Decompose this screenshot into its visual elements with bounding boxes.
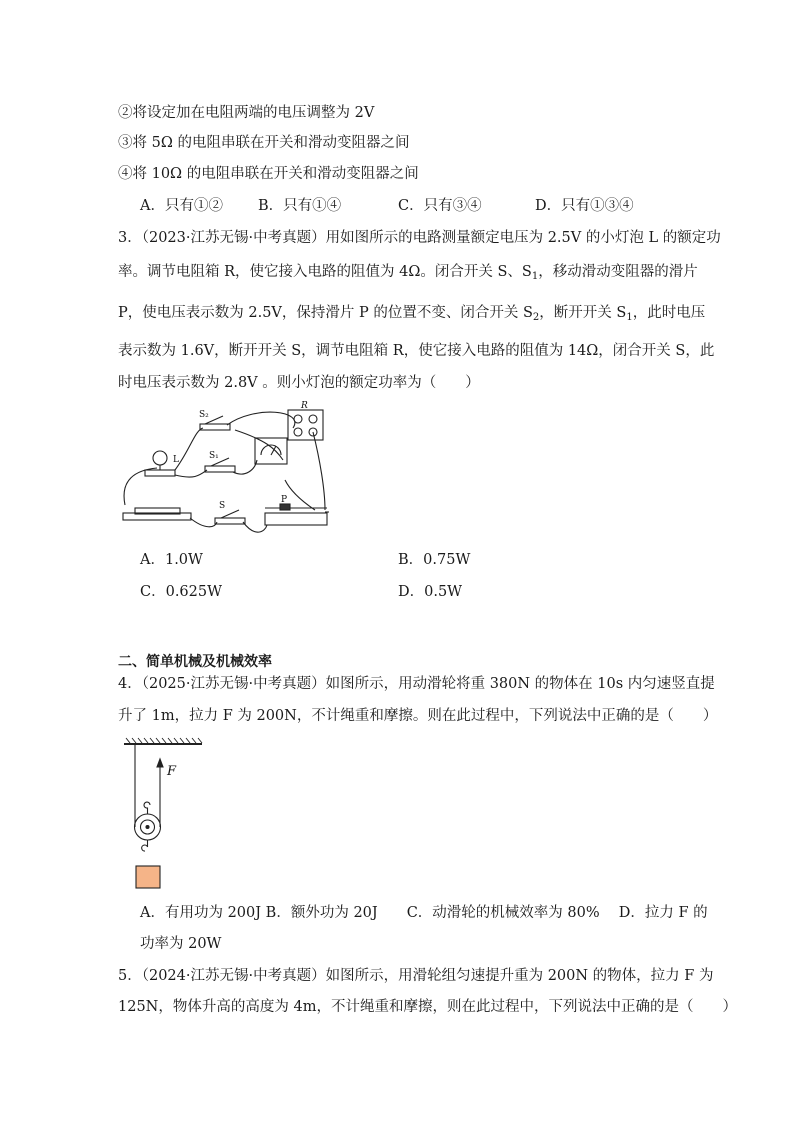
- option-a: A．只有①②: [140, 198, 223, 214]
- q3-line-3-sub: 2: [532, 312, 540, 323]
- statement-4: ④将 10Ω 的电阻串联在开关和滑动变阻器之间: [118, 166, 419, 182]
- option-b: B．只有①④: [258, 198, 342, 214]
- label-s1: S₁: [209, 451, 219, 461]
- q3-line-2-sub: 1: [531, 271, 539, 282]
- q3-line-3-sub2: 1: [626, 312, 633, 323]
- option-c: C．只有③④: [398, 198, 482, 214]
- q5-line-1: 5．（2024·江苏无锡·中考真题）如图所示，用滑轮组匀速提升重为 200N 的物体，拉力 F 为: [118, 968, 714, 984]
- label-l: L: [173, 455, 179, 465]
- label-s: S: [219, 501, 226, 511]
- q3-option-a: A．1.0W: [140, 552, 203, 568]
- label-p: P: [281, 495, 288, 505]
- q3-option-b: B．0.75W: [398, 552, 471, 568]
- q3-line-2-text: 率。调节电阻箱 R，使它接入电路的阻值为 4Ω。闭合开关 S、S: [118, 264, 532, 280]
- label-r: R: [301, 401, 308, 411]
- q3-line-3-end: ，此时电压: [632, 305, 706, 321]
- q3-line-3: [118, 303, 705, 328]
- q5-line-2: 125N，物体升高的高度为 4m，不计绳重和摩擦，则在此过程中，下列说法中正确的是（ ）: [118, 999, 737, 1015]
- q3-line-2: [118, 262, 698, 287]
- q3-option-d: D．0.5W: [398, 584, 463, 600]
- section-title: 二、简单机械及机械效率: [118, 654, 272, 670]
- statement-2: ②将设定加在电阻两端的电压调整为 2V: [118, 105, 375, 121]
- circuit-figure: [115, 400, 345, 540]
- q4-line-2: 升了 1m，拉力 F 为 200N，不计绳重和摩擦。则在此过程中，下列说法中正确的是（ ）: [118, 708, 718, 724]
- statement-3: ③将 5Ω 的电阻串联在开关和滑动变阻器之间: [118, 135, 410, 151]
- pulley-figure: [120, 735, 210, 895]
- q4-options-line-1: A．有用功为 200J B．额外功为 20J C．动滑轮的机械效率为 80% D．拉力 F 的: [140, 905, 708, 921]
- q3-line-4: 表示数为 1.6V，断开开关 S，调节电阻箱 R，使它接入电路的阻值为 14Ω，闭合开关 S，此: [118, 343, 715, 359]
- q3-line-5: 时电压表示数为 2.8V 。则小灯泡的额定功率为（ ）: [118, 375, 480, 391]
- label-s2: S₂: [199, 410, 209, 420]
- q3-option-c: C．0.625W: [140, 584, 223, 600]
- label-f: F: [167, 764, 177, 779]
- q4-options-line-2: 功率为 20W: [140, 936, 222, 952]
- q4-line-1: 4．（2025·江苏无锡·中考真题）如图所示，用动滑轮将重 380N 的物体在 10s 内匀速竖直提: [118, 676, 715, 692]
- q3-line-2-end: ，移动滑动变阻器的滑片: [538, 264, 698, 280]
- q3-line-3-mid: ，断开开关 S: [539, 305, 627, 321]
- q3-line-1: 3．（2023·江苏无锡·中考真题）用如图所示的电路测量额定电压为 2.5V 的小灯泡 L 的额定功: [118, 230, 721, 246]
- option-d: D．只有①③④: [535, 198, 634, 214]
- q3-line-3-text: P，使电压表示数为 2.5V，保持滑片 P 的位置不变、闭合开关 S: [118, 305, 533, 321]
